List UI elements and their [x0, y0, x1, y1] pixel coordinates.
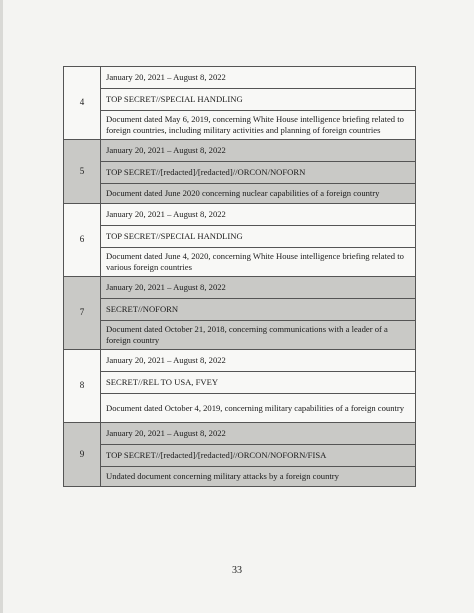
entry-classification: TOP SECRET//SPECIAL HANDLING	[101, 89, 416, 111]
entry-description: Document dated June 2020 concerning nuclear capabilities of a foreign country	[101, 184, 416, 204]
entry-date-range: January 20, 2021 – August 8, 2022	[101, 277, 416, 299]
entry-classification: SECRET//NOFORN	[101, 299, 416, 321]
entry-classification: TOP SECRET//[redacted]/[redacted]//ORCON/NOFORN	[101, 162, 416, 184]
page-edge	[0, 0, 3, 613]
entry-number: 6	[64, 204, 101, 277]
entry-classification: TOP SECRET//SPECIAL HANDLING	[101, 226, 416, 248]
entry-9	[64, 423, 416, 487]
entry-6	[64, 204, 416, 277]
entry-description: Document dated October 4, 2019, concerning military capabilities of a foreign country	[101, 394, 416, 423]
entry-classification: SECRET//REL TO USA, FVEY	[101, 372, 416, 394]
entry-description: Document dated May 6, 2019, concerning White House intelligence briefing related to foreign countries, including military activities and planning of foreign countries	[101, 111, 416, 140]
entry-7	[64, 277, 416, 350]
entry-4	[64, 67, 416, 140]
entry-number: 9	[64, 423, 101, 487]
entry-description: Document dated October 21, 2018, concerning communications with a leader of a foreign country	[101, 321, 416, 350]
entry-classification: TOP SECRET//[redacted]/[redacted]//ORCON/NOFORN/FISA	[101, 445, 416, 467]
entry-date-range: January 20, 2021 – August 8, 2022	[101, 423, 416, 445]
entry-8	[64, 350, 416, 423]
entry-5	[64, 140, 416, 204]
entry-number: 8	[64, 350, 101, 423]
entry-date-range: January 20, 2021 – August 8, 2022	[101, 204, 416, 226]
entry-date-range: January 20, 2021 – August 8, 2022	[101, 140, 416, 162]
entry-description: Document dated June 4, 2020, concerning White House intelligence briefing related to various foreign countries	[101, 248, 416, 277]
entry-number: 4	[64, 67, 101, 140]
entry-description: Undated document concerning military attacks by a foreign country	[101, 467, 416, 487]
entry-number: 7	[64, 277, 101, 350]
page-number: 33	[232, 565, 242, 576]
documents-table	[63, 66, 416, 487]
entry-date-range: January 20, 2021 – August 8, 2022	[101, 350, 416, 372]
entry-number: 5	[64, 140, 101, 204]
entry-date-range: January 20, 2021 – August 8, 2022	[101, 67, 416, 89]
